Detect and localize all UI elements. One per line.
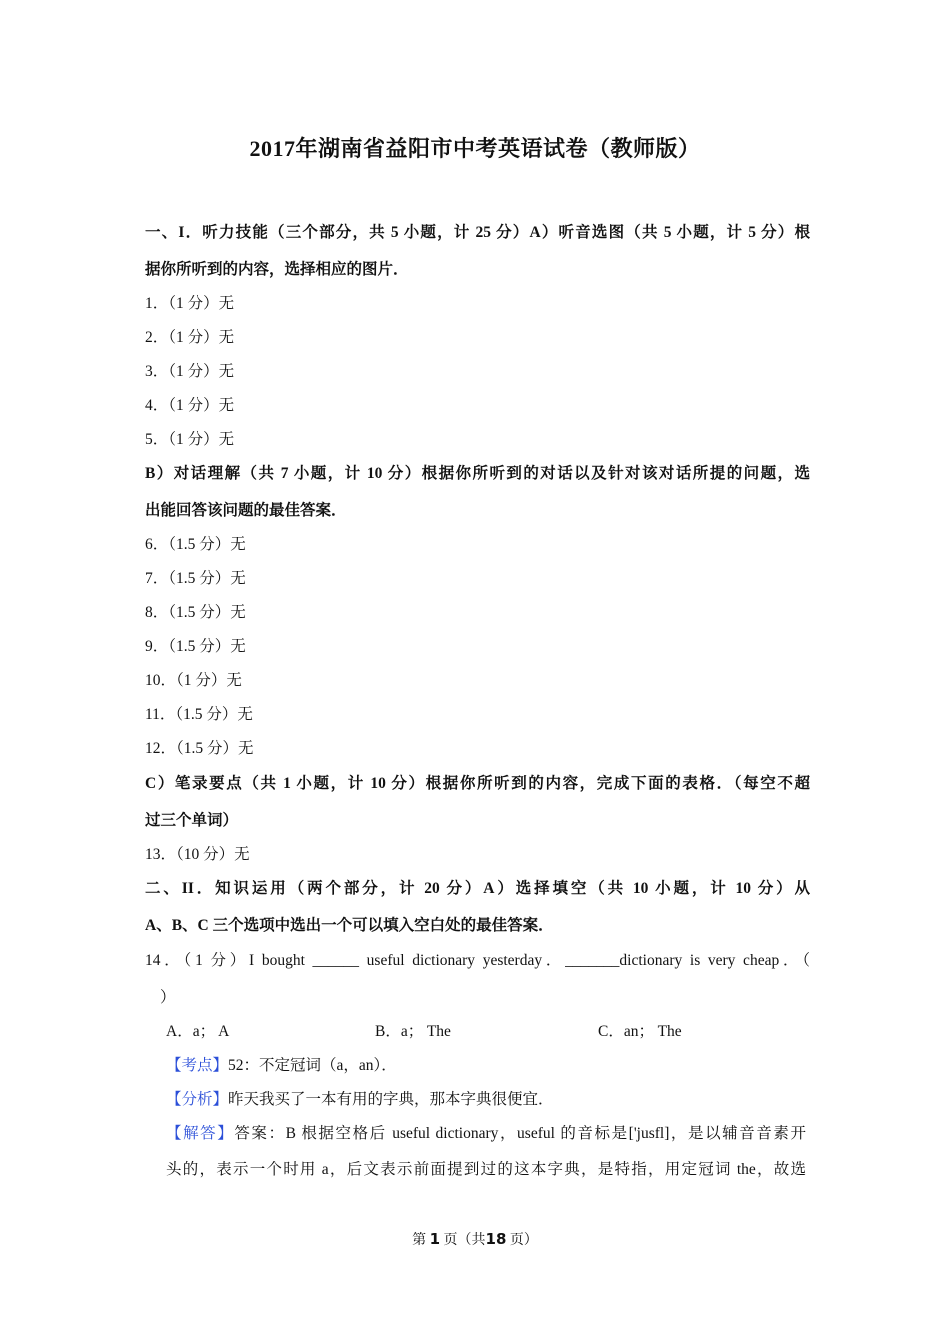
footer-total-pages: 18 bbox=[485, 1230, 507, 1248]
analysis-tag: 【分析】 bbox=[166, 1091, 229, 1108]
question-item: 12．（1.5 分）无 bbox=[145, 740, 254, 757]
question-item: 11．（1.5 分）无 bbox=[145, 706, 253, 723]
question-item: 4．（1 分）无 bbox=[145, 397, 235, 414]
question-item: 13．（10 分）无 bbox=[145, 846, 250, 863]
question-item: 8．（1.5 分）无 bbox=[145, 604, 246, 621]
part1-header-line2: 据你所听到的内容，选择相应的图片． bbox=[145, 261, 409, 278]
answer-text-line2: 头的，表示一个时用 a，后文表示前面提到过的这本字典，是特指，用定冠词 the，故选 bbox=[166, 1161, 806, 1178]
knowledge-point bbox=[166, 1056, 397, 1076]
page-title: 2017年湖南省益阳市中考英语试卷（教师版） bbox=[249, 136, 701, 161]
answer-text-line1: 答案：B 根据空格后 useful dictionary，useful 的音标是['jusfl]，是以辅音音素开 bbox=[234, 1125, 806, 1142]
footer-page-number: 1 bbox=[429, 1230, 441, 1248]
question-item: 9．（1.5 分）无 bbox=[145, 638, 246, 655]
analysis bbox=[166, 1090, 554, 1110]
question-14-stem-line1: 14．（1 分）I bought ______ useful dictionary yesterday．_______dictionary is very cheap．（ bbox=[145, 952, 810, 969]
question-item: 6．（1.5 分）无 bbox=[145, 536, 246, 553]
footer-suffix: 页） bbox=[509, 1233, 538, 1248]
answer-tag: 【解答】 bbox=[166, 1125, 235, 1142]
option-c: C．an； The bbox=[598, 1023, 682, 1040]
question-item: 3．（1 分）无 bbox=[145, 363, 235, 380]
part2-header-line1: 二、II．知识运用（两个部分，计 20 分）A）选择填空（共 10 小题，计 10 分）从 bbox=[145, 880, 810, 897]
question-item: 1．（1 分）无 bbox=[145, 295, 235, 312]
part1-header-line1: 一、I．听力技能（三个部分，共 5 小题，计 25 分）A）听音选图（共 5 小题，计 5 分）根 bbox=[145, 224, 810, 241]
knowledge-point-text: 52：不定冠词（a，an）． bbox=[228, 1057, 397, 1074]
knowledge-point-tag: 【考点】 bbox=[166, 1057, 229, 1074]
section-b-header-line2: 出能回答该问题的最佳答案． bbox=[145, 502, 347, 519]
footer-prefix: 第 bbox=[412, 1233, 427, 1248]
part2-header-line2: A、B、C 三个选项中选出一个可以填入空白处的最佳答案． bbox=[145, 917, 554, 934]
question-14-stem-line2: ） bbox=[160, 989, 176, 1006]
option-a: A．a； A bbox=[166, 1023, 230, 1040]
option-b: B．a； The bbox=[375, 1023, 451, 1040]
question-item: 5．（1 分）无 bbox=[145, 431, 235, 448]
page-footer bbox=[0, 1229, 950, 1249]
question-item: 7．（1.5 分）无 bbox=[145, 570, 246, 587]
question-item: 10．（1 分）无 bbox=[145, 672, 242, 689]
answer-line1 bbox=[166, 1124, 806, 1144]
section-c-header-line2: 过三个单词） bbox=[145, 812, 239, 829]
section-c-header-line1: C）笔录要点（共 1 小题，计 10 分）根据你所听到的内容，完成下面的表格．（每空不超 bbox=[145, 775, 810, 792]
footer-middle: 页（共 bbox=[443, 1233, 486, 1248]
section-b-header-line1: B）对话理解（共 7 小题，计 10 分）根据你所听到的对话以及针对该对话所提的问题，选 bbox=[145, 465, 810, 482]
analysis-text: 昨天我买了一本有用的字典，那本字典很便宜． bbox=[228, 1091, 554, 1108]
question-item: 2．（1 分）无 bbox=[145, 329, 235, 346]
